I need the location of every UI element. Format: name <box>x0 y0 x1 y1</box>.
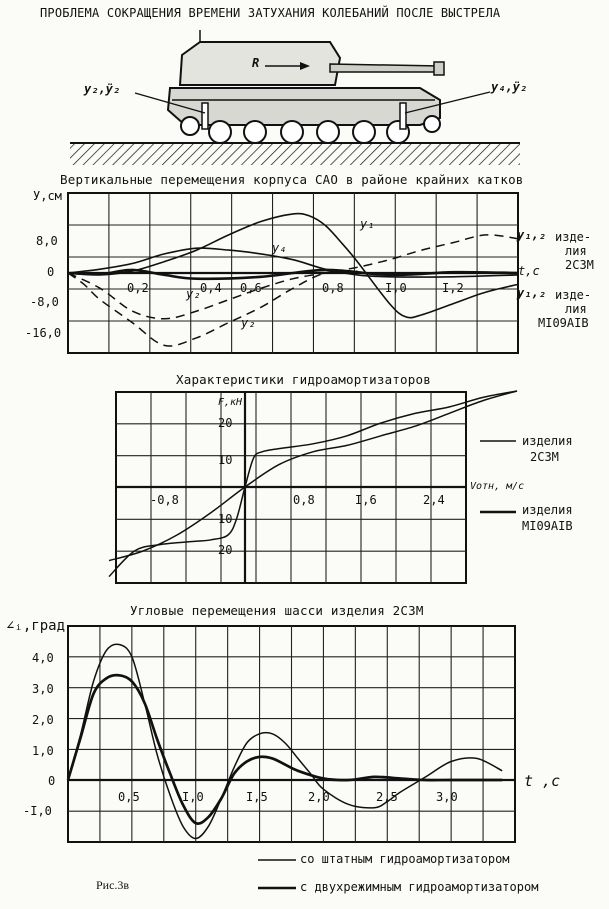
chart2-series <box>109 391 517 577</box>
chart3-ytick: 3,0 <box>32 682 54 696</box>
chart1-xtick: 0,6 <box>240 281 262 295</box>
chart1-ytick: 8,0 <box>36 234 58 248</box>
chart2-ylabel: F,кН <box>218 397 243 408</box>
tank-gun <box>330 64 440 72</box>
chart1-series-line-1 <box>68 214 518 318</box>
chart2-xtick: 2,4 <box>423 493 445 507</box>
chart1-legend-text: МI09АIВ <box>538 316 589 330</box>
chart3-ytick: 4,0 <box>32 651 54 665</box>
chart1-xtick: 0,4 <box>200 281 222 295</box>
chart3-legend-text: со штатным гидроамортизатором <box>300 852 510 866</box>
chart1-xlabel: t,c <box>518 264 540 278</box>
chart2-xtick: 0,8 <box>293 493 315 507</box>
chart1-curve-label-y2b: y₂ <box>241 316 256 330</box>
chart3-series-line-1 <box>68 644 502 838</box>
chart3-series <box>68 644 502 838</box>
chart3-ytick: 0 <box>48 774 56 788</box>
chart1-ylabel: У,см <box>33 189 62 203</box>
chart3-xtick: 0,5 <box>118 790 140 804</box>
chart2-legend-text: 2С3М <box>530 450 559 464</box>
chart2-legend-text: изделия <box>522 434 573 448</box>
chart3 <box>68 626 515 842</box>
chart1-ytick: -16,0 <box>25 326 62 340</box>
chart3-xtick: I,5 <box>246 790 268 804</box>
shock-right <box>400 103 406 129</box>
chart1-curve-label-y1: y₁ <box>360 217 375 231</box>
chart1-ytick: -8,0 <box>30 295 59 309</box>
tank-hull <box>168 88 440 125</box>
chart1-legend-text: изде- <box>555 288 592 302</box>
chart1-curve-label-y4: y₄ <box>272 241 287 255</box>
chart2-ytick: 20 <box>218 543 233 557</box>
chart2-xtick: -0,8 <box>150 493 179 507</box>
chart1-legend-symbol-1: y₁,₂ <box>517 228 546 242</box>
chart2-legend-text: МI09АIВ <box>522 519 573 533</box>
chart3-xtick: 3,0 <box>436 790 458 804</box>
recoil-force-label: R <box>252 56 260 70</box>
chart2-ytick: 10 <box>218 512 233 526</box>
tank-turret <box>180 42 340 85</box>
chart2 <box>109 391 517 583</box>
chart1-xtick: 0,2 <box>127 281 149 295</box>
chart3-ytick: 2,0 <box>32 713 54 727</box>
chart3-xtick: 2,0 <box>308 790 330 804</box>
chart1-xtick: I,0 <box>385 281 407 295</box>
page-title: ПРОБЛЕМА СОКРАЩЕНИЯ ВРЕМЕНИ ЗАТУХАНИЯ КОЛЕБАНИЙ ПОСЛЕ ВЫСТРЕЛА <box>40 6 501 20</box>
chart3-ytick: 1,0 <box>32 744 54 758</box>
chart3-legend-text: с двухрежимным гидроамортизатором <box>300 880 539 894</box>
tank-label-left: y₂,ÿ₂ <box>84 82 121 96</box>
chart3-xtick: I,0 <box>182 790 204 804</box>
chart1-xtick: I,2 <box>442 281 464 295</box>
chart3-ytick: -I,0 <box>23 804 52 818</box>
chart1-legend-symbol-2: y₁,₂ <box>517 286 546 300</box>
chart2-xtick: I,6 <box>355 493 377 507</box>
chart1-series <box>68 214 518 346</box>
tank-label-right: y₄,ÿ₂ <box>491 80 528 94</box>
chart1 <box>68 193 518 353</box>
chart3-grid <box>68 626 515 842</box>
chart3-xtick: 2,5 <box>376 790 398 804</box>
chart1-ytick: 0 <box>47 265 55 279</box>
tank-illustration <box>70 30 520 165</box>
chart1-legend-text: 2С3М <box>565 258 594 272</box>
chart2-title: Характеристики гидроамортизаторов <box>176 372 431 387</box>
chart3-xlabel: t ,c <box>524 772 561 790</box>
chart2-xlabel: Vотн, м/с <box>470 481 525 492</box>
chart3-ylabel: ∠ᵢ,град <box>6 618 66 634</box>
chart1-legend-text: изде- <box>555 230 592 244</box>
chart2-grid <box>116 392 466 583</box>
figure-caption: Рис.3в <box>96 878 130 892</box>
chart2-ytick: 10 <box>218 453 233 467</box>
ground-hatch <box>70 143 520 165</box>
chart2-series-line-1 <box>109 391 517 577</box>
chart2-series-line-2 <box>109 391 517 561</box>
chart1-legend-text: лия <box>565 302 587 316</box>
chart3-title: Угловые перемещения шасси изделия 2С3М <box>130 603 424 618</box>
chart1-title: Вертикальные перемещения корпуса САО в районе крайних катков <box>60 172 524 187</box>
chart1-xtick: 0,8 <box>322 281 344 295</box>
chart1-legend-text: лия <box>565 244 587 258</box>
shock-left <box>202 103 208 129</box>
chart2-ytick: 20 <box>218 416 233 430</box>
chart2-legend-text: изделия <box>522 503 573 517</box>
chart1-curve-label-y2: y₂ <box>186 287 201 301</box>
